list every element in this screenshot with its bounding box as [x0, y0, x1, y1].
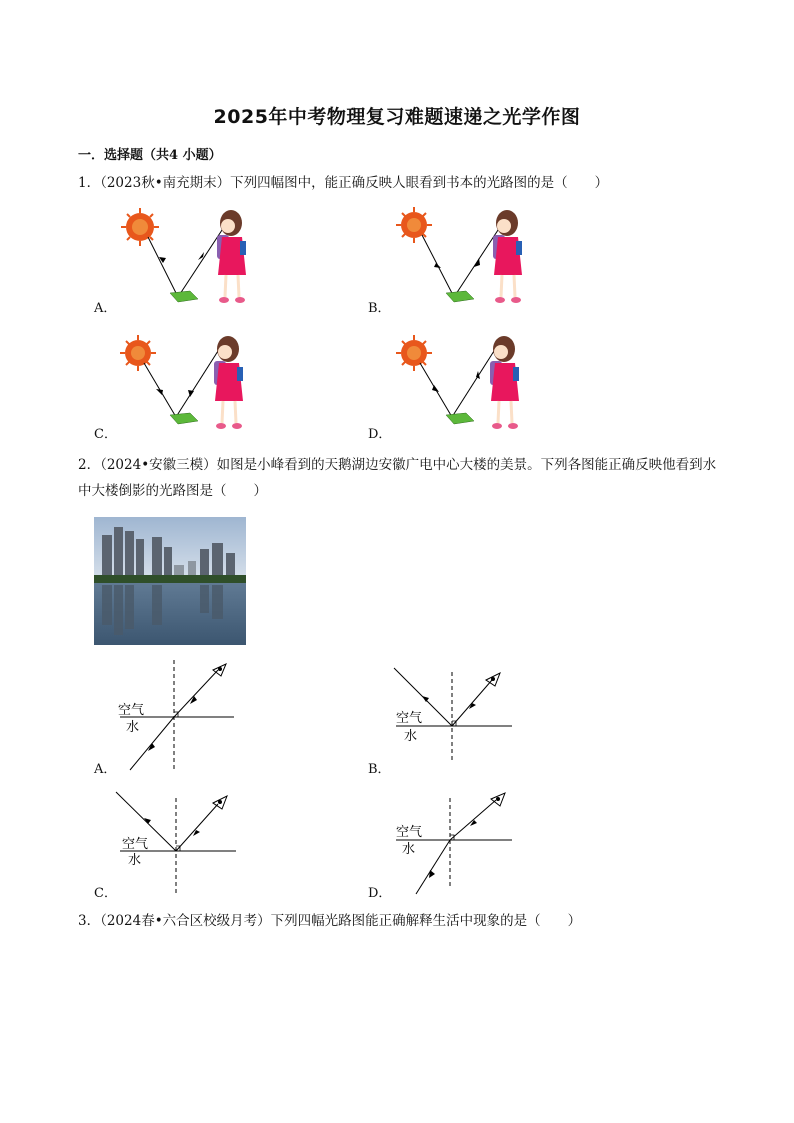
q1-figure-b: [394, 205, 544, 310]
question-3: [78, 908, 581, 934]
water-label: 水: [402, 842, 416, 857]
question-stem: （2023秋•南充期末）下列四幅图中，能正确反映人眼看到书本的光路图的是（ ）: [100, 175, 609, 191]
book-icon: [446, 291, 474, 302]
water-label: 水: [128, 853, 142, 868]
air-label: 空气: [396, 825, 423, 840]
option-label: C．: [94, 427, 117, 442]
question-2: [78, 452, 728, 504]
q2-figure-b: [392, 660, 532, 775]
section-heading: 一．选择题（共4 小题）: [78, 148, 222, 163]
air-label: 空气: [396, 711, 423, 726]
option-label: B．: [368, 762, 391, 777]
sun-icon: [396, 335, 432, 371]
q2-figure-a: [110, 660, 250, 775]
book-icon: [170, 291, 198, 302]
air-label: 空气: [122, 837, 149, 852]
q1-figure-c: [118, 333, 268, 438]
q1-figure-d: [394, 333, 544, 438]
q2-figure-d: [392, 790, 532, 900]
book-icon: [170, 413, 198, 424]
girl-icon: [493, 210, 522, 303]
option-label: A．: [94, 762, 117, 777]
water-label: 水: [126, 720, 140, 735]
air-label: 空气: [118, 703, 145, 718]
girl-icon: [490, 336, 519, 429]
water-label: 水: [404, 729, 418, 744]
city-lake-photo: [94, 517, 246, 645]
q2-figure-c: [110, 790, 250, 900]
page-title: 2025年中考物理复习难题速递之光学作图: [213, 106, 581, 128]
sun-icon: [121, 208, 159, 246]
question-number: 3．: [78, 913, 101, 929]
girl-icon: [217, 210, 246, 303]
sun-icon: [396, 207, 432, 243]
option-label: D．: [368, 886, 392, 901]
girl-icon: [214, 336, 243, 429]
q1-figure-a: [118, 205, 268, 310]
book-icon: [446, 413, 474, 424]
option-label: A．: [94, 301, 117, 316]
question-1: [78, 170, 608, 196]
sun-icon: [120, 335, 156, 371]
question-number: 2．: [78, 457, 101, 473]
option-label: C．: [94, 886, 117, 901]
question-stem: （2024•安徽三模）如图是小峰看到的天鹅湖边安徽广电中心大楼的美景。下列各图能正确反映他看到水中大楼倒影的光路图是（ ）: [78, 457, 717, 499]
question-stem: （2024春•六合区校级月考）下列四幅光路图能正确解释生活中现象的是（ ）: [100, 913, 582, 929]
option-label: B．: [368, 301, 391, 316]
option-label: D．: [368, 427, 392, 442]
question-number: 1．: [78, 175, 101, 191]
